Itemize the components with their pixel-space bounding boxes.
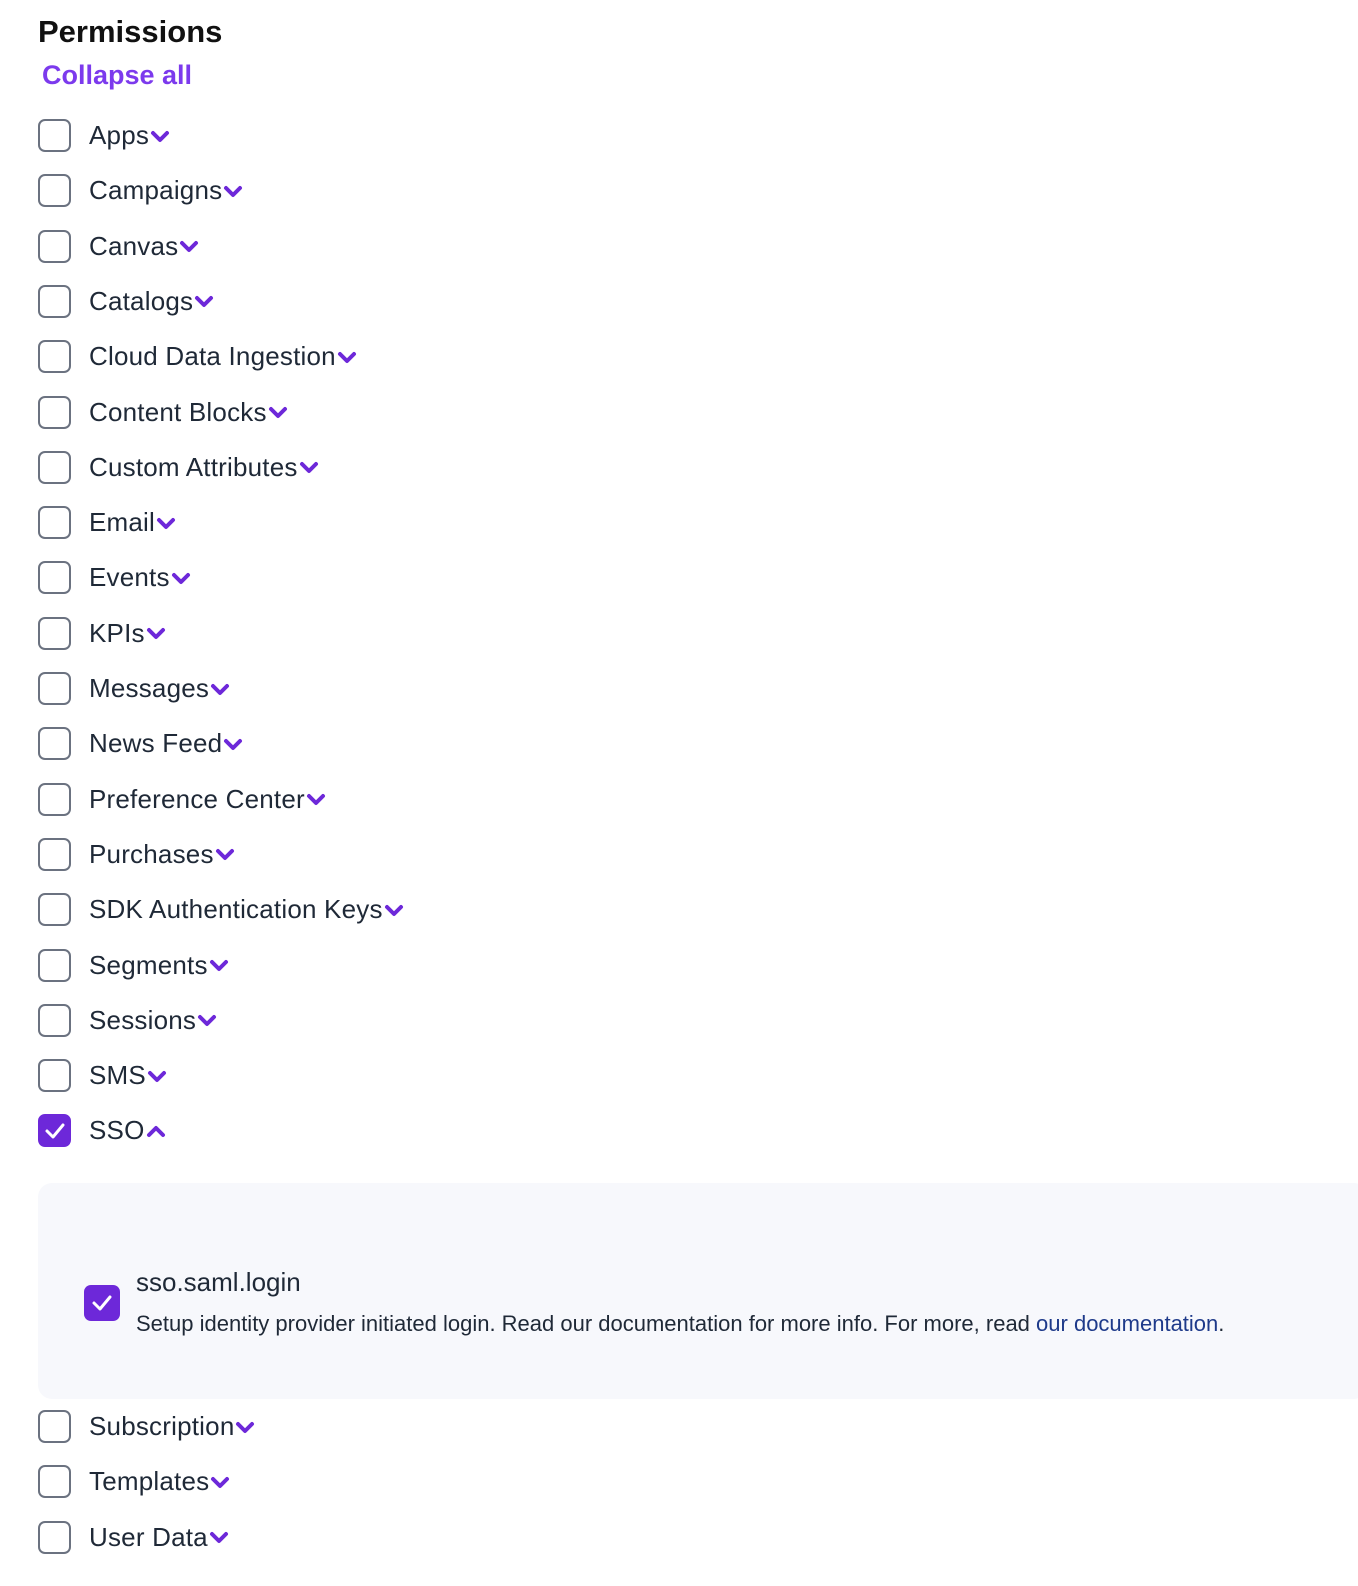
permission-row-apps[interactable] (38, 117, 170, 154)
permission-row-sms[interactable] (38, 1057, 167, 1094)
collapse-all-link[interactable]: Collapse all (42, 60, 193, 90)
permission-label: KPIs (89, 617, 145, 648)
permission-row-sdk-authentication-keys[interactable] (38, 891, 404, 928)
permission-row-sso[interactable] (38, 1112, 166, 1149)
permission-checkbox-templates[interactable] (38, 1465, 71, 1498)
permission-label: User Data (89, 1521, 208, 1552)
permission-checkbox-content-blocks[interactable] (38, 396, 71, 429)
chevron-down-icon[interactable] (209, 1530, 229, 1544)
permission-checkbox-news-feed[interactable] (38, 727, 71, 760)
permission-row-news-feed[interactable] (38, 725, 243, 762)
permission-row-templates[interactable] (38, 1463, 230, 1500)
permission-checkbox-custom-attributes[interactable] (38, 451, 71, 484)
permission-label: Catalogs (89, 285, 194, 316)
permission-label: Preference Center (89, 783, 305, 814)
permission-label: Campaigns (89, 175, 223, 206)
chevron-down-icon[interactable] (179, 239, 199, 253)
permission-checkbox-sessions[interactable] (38, 1004, 71, 1037)
permission-checkbox-user-data[interactable] (38, 1521, 71, 1554)
permission-label: Purchases (89, 838, 214, 869)
permission-checkbox-catalogs[interactable] (38, 285, 71, 318)
permission-label: Messages (89, 673, 210, 703)
permission-label: Templates (89, 1466, 210, 1497)
sso-saml-login-checkbox[interactable] (84, 1285, 120, 1321)
permission-row-segments[interactable] (38, 947, 229, 984)
chevron-down-icon[interactable] (147, 1069, 167, 1083)
permission-checkbox-sdk-authentication-keys[interactable] (38, 893, 71, 926)
permission-checkbox-email[interactable] (38, 506, 71, 539)
chevron-down-icon[interactable] (171, 571, 191, 585)
permission-row-purchases[interactable] (38, 836, 235, 873)
chevron-down-icon[interactable] (194, 294, 214, 308)
permission-label: News Feed (89, 728, 223, 759)
permission-label: Canvas (89, 230, 179, 261)
description-text: Setup identity provider initiated login. Read our documentation for more info. For more, read (136, 1311, 1037, 1336)
permission-row-email[interactable] (38, 504, 176, 541)
checkmark-icon (91, 1294, 113, 1312)
permission-row-cloud-data-ingestion[interactable] (38, 338, 357, 375)
chevron-down-icon[interactable] (268, 405, 288, 419)
permission-label: Events (89, 562, 170, 593)
permission-label: Content Blocks (89, 396, 267, 427)
permission-row-kpis[interactable] (38, 615, 166, 652)
chevron-down-icon[interactable] (209, 958, 229, 972)
chevron-down-icon[interactable] (223, 184, 243, 198)
chevron-down-icon[interactable] (223, 737, 243, 751)
permission-row-content-blocks[interactable] (38, 394, 288, 431)
permission-checkbox-segments[interactable] (38, 949, 71, 982)
sso-permissions-panel (38, 1183, 1358, 1399)
permission-row-events[interactable] (38, 559, 191, 596)
checkmark-icon (44, 1122, 66, 1140)
permission-checkbox-events[interactable] (38, 561, 71, 594)
permission-label: SMS (89, 1060, 146, 1091)
chevron-down-icon[interactable] (215, 847, 235, 861)
description-trailing: . (1218, 1311, 1225, 1336)
permission-label: Sessions (89, 1004, 197, 1035)
permission-checkbox-campaigns[interactable] (38, 174, 71, 207)
permission-row-catalogs[interactable] (38, 283, 214, 320)
permission-checkbox-sms[interactable] (38, 1059, 71, 1092)
chevron-up-icon[interactable] (146, 1124, 166, 1138)
permission-checkbox-kpis[interactable] (38, 617, 71, 650)
permission-label: SSO (89, 1115, 145, 1146)
chevron-down-icon[interactable] (235, 1420, 255, 1434)
permission-label: SDK Authentication Keys (89, 894, 383, 925)
chevron-down-icon[interactable] (150, 129, 170, 143)
permission-row-campaigns[interactable] (38, 172, 243, 209)
permission-description (136, 1311, 1224, 1337)
permission-label: Apps (89, 120, 150, 150)
permission-label: Cloud Data Ingestion (89, 341, 336, 372)
permission-row-sessions[interactable] (38, 1002, 217, 1039)
chevron-down-icon[interactable] (299, 460, 319, 474)
permission-row-custom-attributes[interactable] (38, 449, 319, 486)
chevron-down-icon[interactable] (156, 516, 176, 530)
chevron-down-icon[interactable] (197, 1013, 217, 1027)
permission-row-canvas[interactable] (38, 228, 199, 265)
permission-checkbox-preference-center[interactable] (38, 783, 71, 816)
chevron-down-icon[interactable] (210, 682, 230, 696)
permission-checkbox-cloud-data-ingestion[interactable] (38, 340, 71, 373)
chevron-down-icon[interactable] (337, 350, 357, 364)
permission-checkbox-subscription[interactable] (38, 1410, 71, 1443)
chevron-down-icon[interactable] (384, 903, 404, 917)
documentation-link[interactable]: our documentation (1036, 1311, 1219, 1336)
permission-checkbox-apps[interactable] (38, 119, 71, 152)
chevron-down-icon[interactable] (210, 1475, 230, 1489)
permission-name: sso.saml.login (136, 1267, 301, 1297)
permission-label: Email (89, 507, 156, 538)
permission-row-subscription[interactable] (38, 1408, 255, 1445)
permission-label: Custom Attributes (89, 451, 298, 482)
chevron-down-icon[interactable] (306, 792, 326, 806)
chevron-down-icon[interactable] (146, 626, 166, 640)
permission-row-preference-center[interactable] (38, 781, 326, 818)
permission-checkbox-sso[interactable] (38, 1114, 71, 1147)
permission-row-messages[interactable] (38, 670, 230, 707)
permission-checkbox-messages[interactable] (38, 672, 71, 705)
permission-row-user-data[interactable] (38, 1519, 229, 1556)
permission-label: Segments (89, 949, 208, 980)
permission-checkbox-purchases[interactable] (38, 838, 71, 871)
page-title: Permissions (38, 14, 223, 49)
permission-checkbox-canvas[interactable] (38, 230, 71, 263)
permission-label: Subscription (89, 1411, 235, 1441)
